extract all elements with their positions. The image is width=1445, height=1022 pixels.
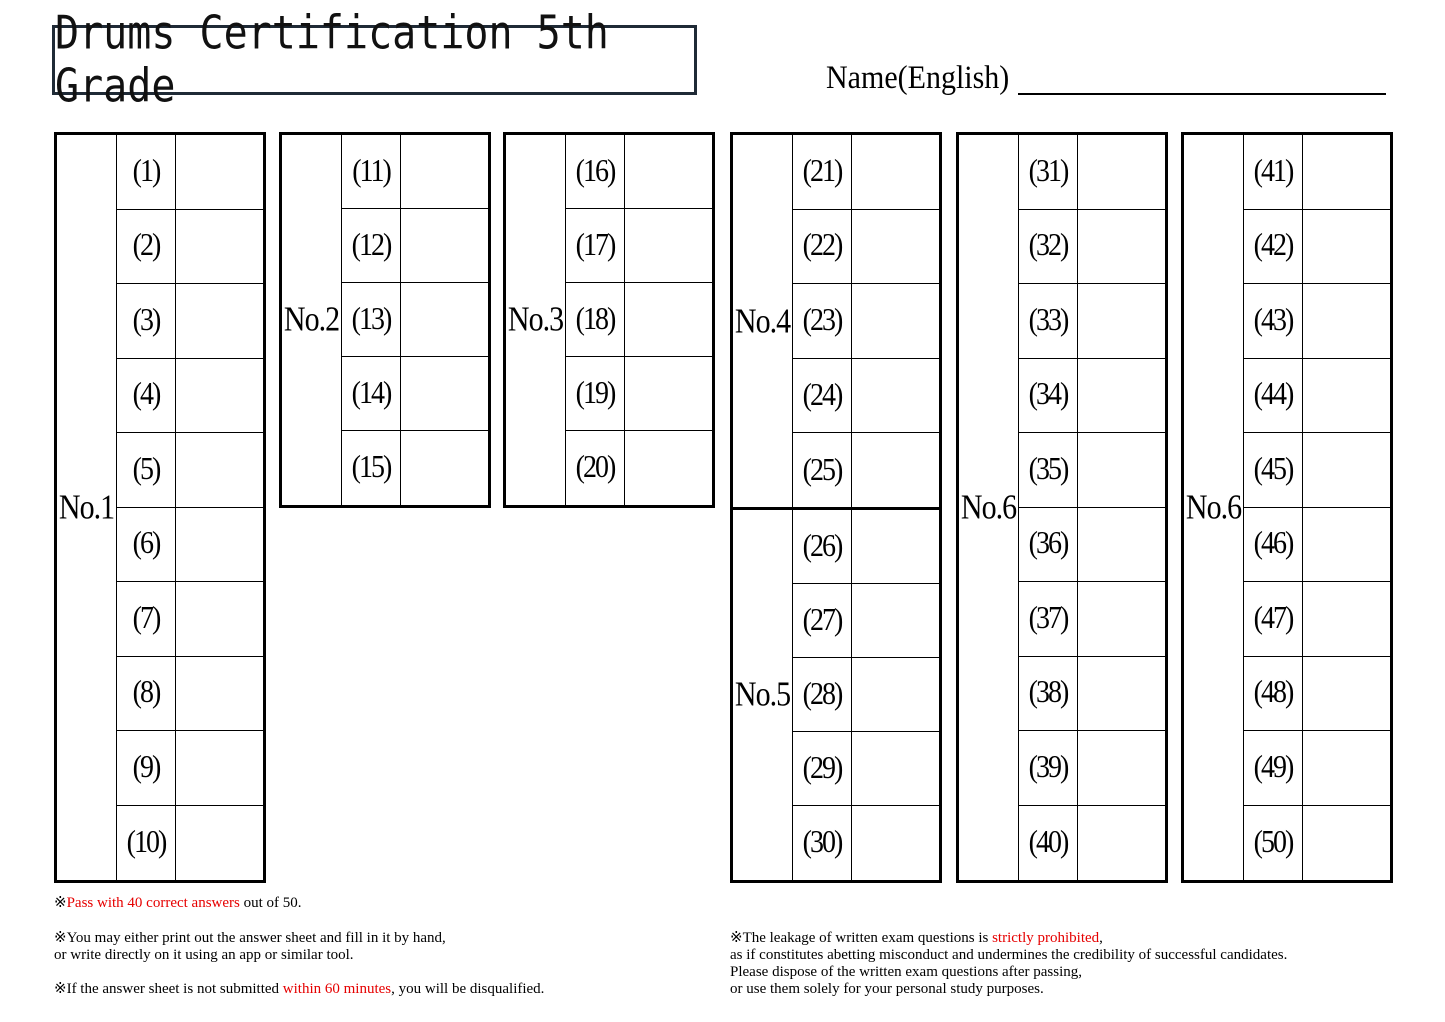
answer-cell[interactable] (1078, 284, 1165, 358)
section-label: No.4 (733, 135, 793, 508)
question-row (117, 508, 263, 583)
question-row (342, 431, 488, 505)
question-row (793, 806, 939, 880)
question-number: (4) (117, 359, 176, 433)
question-number: (12) (342, 209, 401, 282)
name-field[interactable] (826, 58, 1386, 98)
answer-cell[interactable] (625, 357, 712, 430)
answer-cell[interactable] (852, 732, 939, 805)
question-number: (8) (117, 657, 176, 731)
question-row (117, 731, 263, 806)
answer-cell[interactable] (625, 209, 712, 282)
question-number: (26) (793, 510, 852, 583)
question-number: (34) (1019, 359, 1078, 433)
answer-cell[interactable] (1078, 731, 1165, 805)
question-number: (17) (566, 209, 625, 282)
answer-cell[interactable] (1078, 135, 1165, 209)
answer-cell[interactable] (176, 657, 263, 731)
question-row (342, 135, 488, 209)
question-number: (9) (117, 731, 176, 805)
question-row (1019, 359, 1165, 434)
question-number: (3) (117, 284, 176, 358)
answer-cell[interactable] (1078, 359, 1165, 433)
question-row (793, 732, 939, 806)
question-number: (40) (1019, 806, 1078, 881)
question-row (1244, 806, 1390, 881)
answer-cell[interactable] (852, 658, 939, 731)
question-row (1244, 731, 1390, 806)
answer-cell[interactable] (176, 135, 263, 209)
question-row (1019, 731, 1165, 806)
question-row (1019, 806, 1165, 881)
note-time: ※If the answer sheet is not submitted within 60 minutes, you will be disqualified. (54, 981, 545, 997)
answer-cell[interactable] (852, 359, 939, 433)
section-label: No.5 (733, 510, 793, 880)
answer-cell[interactable] (401, 209, 488, 282)
question-number: (41) (1244, 135, 1303, 209)
page-title (52, 7, 697, 113)
question-row (342, 283, 488, 357)
question-row (117, 433, 263, 508)
answer-cell[interactable] (176, 806, 263, 881)
question-row (793, 359, 939, 434)
answer-cell[interactable] (176, 284, 263, 358)
answer-cell[interactable] (401, 283, 488, 356)
question-number: (13) (342, 283, 401, 356)
question-row (1019, 210, 1165, 285)
answer-cell[interactable] (625, 431, 712, 505)
section-label: No.6 (959, 135, 1019, 880)
question-row (1244, 582, 1390, 657)
question-number: (47) (1244, 582, 1303, 656)
answer-cell[interactable] (1303, 508, 1390, 582)
answer-cell[interactable] (401, 357, 488, 430)
question-number: (31) (1019, 135, 1078, 209)
question-number: (27) (793, 584, 852, 657)
question-row (1244, 657, 1390, 732)
answer-cell[interactable] (852, 584, 939, 657)
question-row (1019, 508, 1165, 583)
answer-cell[interactable] (1078, 508, 1165, 582)
question-row (793, 135, 939, 210)
section-block (730, 507, 942, 883)
section-block (956, 132, 1168, 883)
question-row (1244, 433, 1390, 508)
answer-cell[interactable] (852, 135, 939, 209)
question-number: (46) (1244, 508, 1303, 582)
question-row (1244, 284, 1390, 359)
question-number: (22) (793, 210, 852, 284)
question-row (793, 210, 939, 285)
question-number: (43) (1244, 284, 1303, 358)
note-print: ※You may either print out the answer sheet and fill in it by hand, or write directly on it using an app or similar tool. (54, 930, 446, 963)
question-number: (24) (793, 359, 852, 433)
note-pass: ※Pass with 40 correct answers out of 50. (54, 895, 302, 911)
section-block (1181, 132, 1393, 883)
question-number: (19) (566, 357, 625, 430)
question-row (117, 359, 263, 434)
answer-cell[interactable] (625, 135, 712, 208)
question-number: (5) (117, 433, 176, 507)
answer-cell[interactable] (176, 582, 263, 656)
answer-cell[interactable] (176, 359, 263, 433)
question-number: (37) (1019, 582, 1078, 656)
answer-cell[interactable] (1303, 210, 1390, 284)
question-row (117, 135, 263, 210)
question-row (117, 284, 263, 359)
question-row (342, 209, 488, 283)
question-row (117, 582, 263, 657)
question-number: (38) (1019, 657, 1078, 731)
section-label: No.6 (1184, 135, 1244, 880)
title-text: Drums Certification 5th Grade (55, 7, 609, 113)
question-row (117, 806, 263, 881)
answer-cell[interactable] (1303, 657, 1390, 731)
question-row (1244, 508, 1390, 583)
question-number: (16) (566, 135, 625, 208)
question-number: (48) (1244, 657, 1303, 731)
question-row (1244, 359, 1390, 434)
question-number: (35) (1019, 433, 1078, 507)
question-number: (18) (566, 283, 625, 356)
question-number: (6) (117, 508, 176, 582)
question-number: (10) (117, 806, 176, 881)
question-row (566, 283, 712, 357)
section-block (54, 132, 266, 883)
answer-cell[interactable] (1078, 582, 1165, 656)
section-block (279, 132, 491, 508)
question-row (1019, 582, 1165, 657)
section-label: No.1 (57, 135, 117, 880)
question-row (793, 433, 939, 508)
answer-cell[interactable] (852, 510, 939, 583)
question-row (793, 658, 939, 732)
name-label: Name(English) (826, 59, 1010, 96)
note-leakage: ※The leakage of written exam questions is strictly prohibited, as if constitutes abetting misconduct and undermines the credibility of successful candidates. Please dispose of the written exam questions after passing, or use them solely for your personal study purposes. (730, 930, 1288, 997)
section-label: No.3 (506, 135, 566, 505)
question-number: (25) (793, 433, 852, 508)
question-number: (33) (1019, 284, 1078, 358)
question-number: (42) (1244, 210, 1303, 284)
answer-cell[interactable] (176, 508, 263, 582)
question-row (566, 135, 712, 209)
question-number: (36) (1019, 508, 1078, 582)
name-underline[interactable] (1018, 93, 1386, 95)
answer-cell[interactable] (852, 284, 939, 358)
question-row (793, 510, 939, 584)
answer-cell[interactable] (176, 433, 263, 507)
question-number: (21) (793, 135, 852, 209)
answer-cell[interactable] (1078, 657, 1165, 731)
answer-cell[interactable] (176, 731, 263, 805)
section-block (730, 132, 942, 508)
question-number: (2) (117, 210, 176, 284)
question-number: (23) (793, 284, 852, 358)
answer-cell[interactable] (1303, 731, 1390, 805)
answer-cell[interactable] (1303, 582, 1390, 656)
question-row (566, 431, 712, 505)
answer-cell[interactable] (1078, 806, 1165, 881)
answer-cell[interactable] (401, 135, 488, 208)
question-number: (14) (342, 357, 401, 430)
question-row (793, 584, 939, 658)
question-row (1019, 284, 1165, 359)
answer-cell[interactable] (1303, 284, 1390, 358)
question-row (117, 657, 263, 732)
question-number: (30) (793, 806, 852, 880)
question-number: (15) (342, 431, 401, 505)
answer-cell[interactable] (852, 433, 939, 508)
question-row (1244, 210, 1390, 285)
question-row (566, 209, 712, 283)
question-row (342, 357, 488, 431)
question-number: (7) (117, 582, 176, 656)
answer-cell[interactable] (1303, 806, 1390, 881)
question-number: (20) (566, 431, 625, 505)
question-number: (11) (342, 135, 401, 208)
answer-cell[interactable] (1303, 135, 1390, 209)
question-number: (1) (117, 135, 176, 209)
question-row (1019, 657, 1165, 732)
question-row (1019, 135, 1165, 210)
answer-cell[interactable] (401, 431, 488, 505)
question-number: (44) (1244, 359, 1303, 433)
question-row (1019, 433, 1165, 508)
answer-cell[interactable] (1303, 433, 1390, 507)
answer-cell[interactable] (1078, 433, 1165, 507)
question-number: (29) (793, 732, 852, 805)
question-row (566, 357, 712, 431)
question-row (117, 210, 263, 285)
answer-cell[interactable] (852, 210, 939, 284)
answer-cell[interactable] (1303, 359, 1390, 433)
question-number: (39) (1019, 731, 1078, 805)
section-label: No.2 (282, 135, 342, 505)
answer-cell[interactable] (852, 806, 939, 880)
question-number: (49) (1244, 731, 1303, 805)
question-number: (28) (793, 658, 852, 731)
question-row (793, 284, 939, 359)
question-number: (32) (1019, 210, 1078, 284)
answer-cell[interactable] (1078, 210, 1165, 284)
section-block (503, 132, 715, 508)
question-number: (50) (1244, 806, 1303, 881)
question-number: (45) (1244, 433, 1303, 507)
answer-cell[interactable] (625, 283, 712, 356)
answer-cell[interactable] (176, 210, 263, 284)
question-row (1244, 135, 1390, 210)
